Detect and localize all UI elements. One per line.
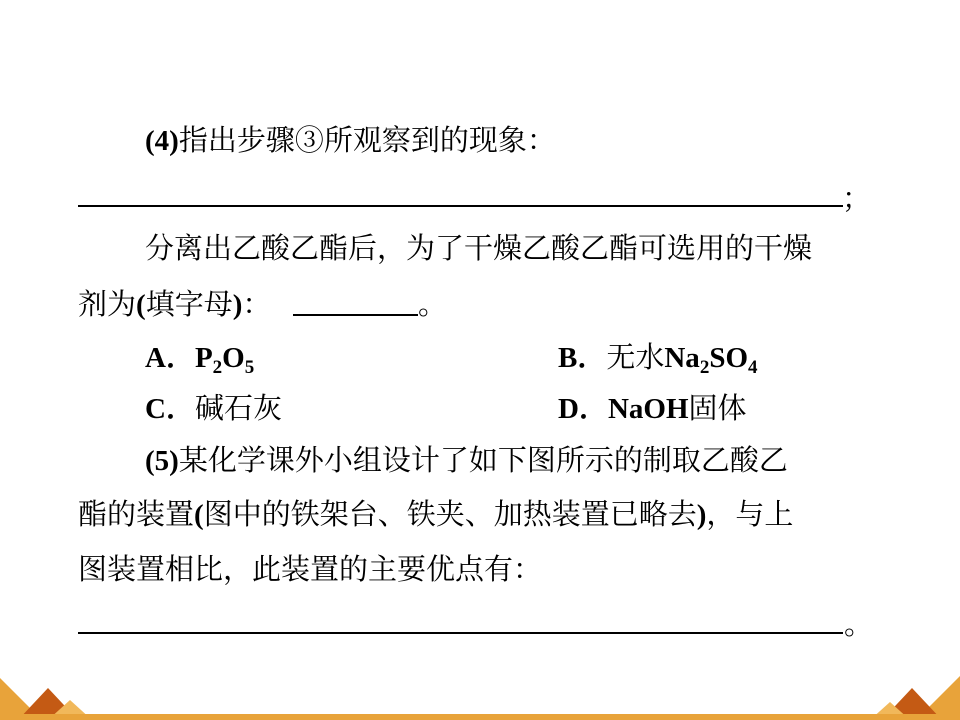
option-b-na: Na <box>664 342 700 374</box>
option-a-o: O <box>222 342 245 374</box>
q5-line1-text: 某化学课外小组设计了如下图所示的制取乙酸乙 <box>178 443 788 477</box>
answer-line-3-end: 。 <box>844 607 874 641</box>
q5-paren-close: ) <box>696 499 707 531</box>
q5-line2-c: ，与上 <box>706 497 794 531</box>
option-a-o-sub: 5 <box>244 357 255 378</box>
option-b <box>558 337 758 388</box>
q4-paren-close: ) <box>232 289 243 321</box>
option-b-so-sub: 4 <box>748 357 758 378</box>
option-c-label: C． <box>145 393 195 425</box>
corner-decoration-left <box>0 660 110 720</box>
q4-paren-open: ( <box>136 289 146 321</box>
option-d-naoh: NaOH <box>607 393 689 425</box>
option-a-p-sub: 2 <box>212 357 223 378</box>
q5-paren-open: ( <box>194 499 204 531</box>
q4-line3-pre: 剂为 <box>78 287 137 321</box>
q4-number: (4) <box>145 125 179 157</box>
option-c <box>145 388 282 429</box>
option-b-text: 无水 <box>606 340 665 374</box>
q4-line3-end: 。 <box>418 287 448 321</box>
option-b-na-sub: 2 <box>699 357 710 378</box>
q5-line2-b: 图中的铁架台、铁夹、加热装置已略去 <box>203 497 697 531</box>
q4-line3-colon: ： <box>242 287 272 321</box>
q4-line2: 分离出乙酸乙酯后，为了干燥乙酸乙酯可选用的干燥 <box>145 231 813 265</box>
option-d <box>558 388 747 429</box>
option-d-label: D． <box>558 393 608 425</box>
option-a <box>145 337 254 388</box>
answer-line-3[interactable] <box>78 632 843 634</box>
q5-line2 <box>78 494 793 535</box>
option-b-so: SO <box>709 342 748 374</box>
q5-number: (5) <box>145 445 179 477</box>
q4-line1 <box>145 120 556 161</box>
corner-decoration-right <box>850 660 960 720</box>
answer-blank-2[interactable] <box>293 314 418 316</box>
q4-line3-mid: 填字母 <box>145 287 233 321</box>
q4-line3 <box>78 284 271 325</box>
q4-prompt: 指出步骤③所观察到的现象： <box>178 123 556 157</box>
option-d-text: 固体 <box>688 391 747 425</box>
q5-line3: 图装置相比，此装置的主要优点有： <box>78 552 543 586</box>
option-a-p: P <box>194 342 213 374</box>
answer-line-1[interactable] <box>78 205 843 207</box>
q5-line1 <box>145 440 788 481</box>
option-b-label: B． <box>558 342 607 374</box>
bottom-accent-bar <box>0 714 960 720</box>
answer-line-1-end: ； <box>842 181 872 215</box>
option-a-label: A． <box>145 342 195 374</box>
q5-line2-a: 酯的装置 <box>78 497 195 531</box>
option-c-text: 碱石灰 <box>194 391 282 425</box>
